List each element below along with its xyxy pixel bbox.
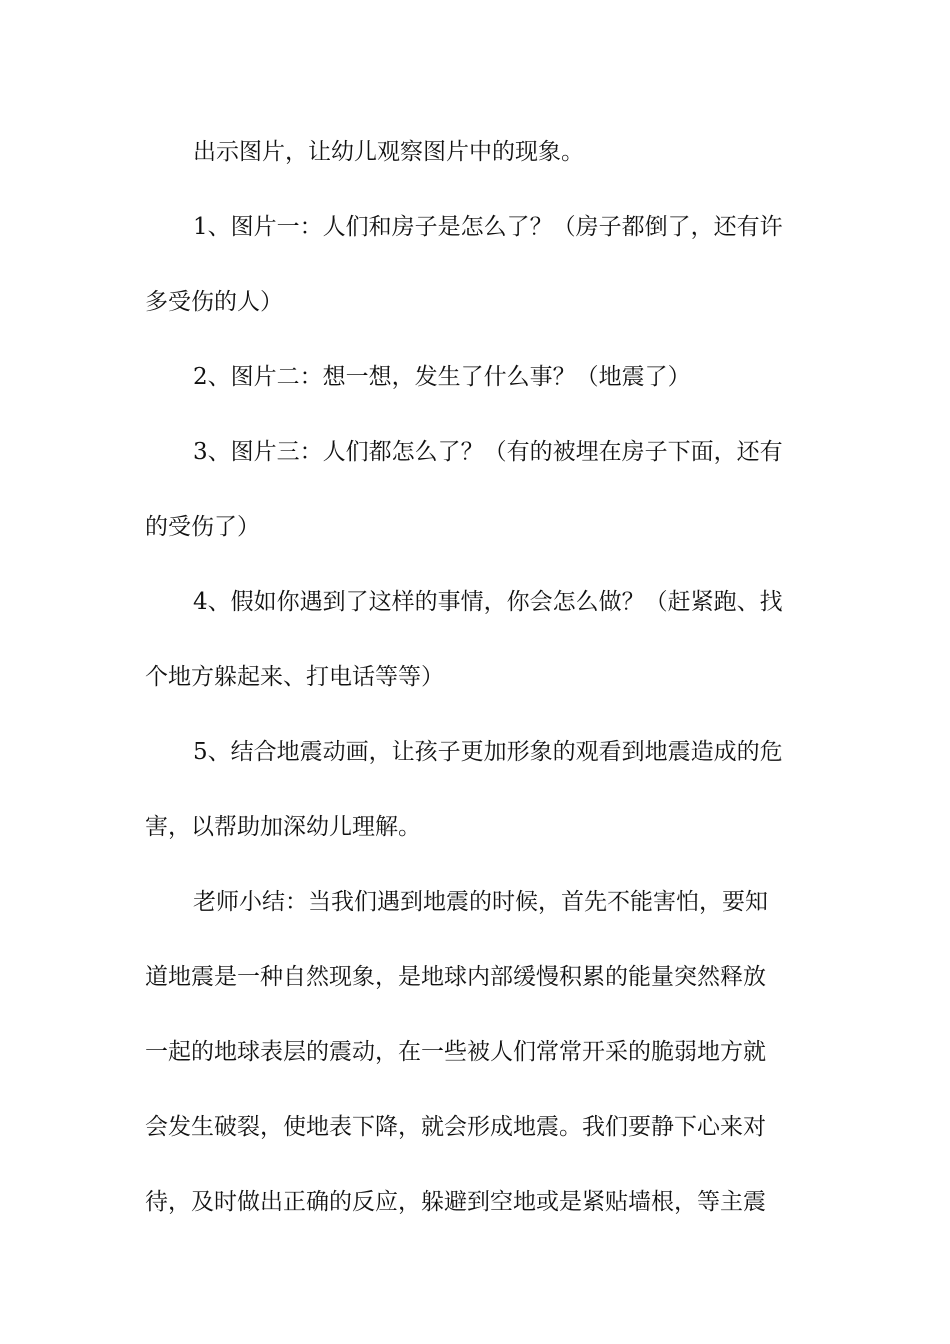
text-line: 的受伤了）: [145, 514, 260, 540]
document-body: [145, 115, 815, 1240]
paragraph-item-5: [145, 715, 815, 865]
paragraph-summary: [145, 865, 815, 1240]
paragraph-intro: [145, 115, 815, 190]
text-line: 一起的地球表层的震动，在一些被人们常常开采的脆弱地方就: [145, 1039, 766, 1065]
text-line: 出示图片，让幼儿观察图片中的现象。: [193, 139, 584, 165]
text-line: 5、结合地震动画，让孩子更加形象的观看到地震造成的危: [193, 739, 783, 765]
paragraph-item-3: [145, 415, 815, 565]
text-line: 1、图片一：人们和房子是怎么了？（房子都倒了，还有许: [193, 214, 783, 240]
text-line: 个地方躲起来、打电话等等）: [145, 664, 444, 690]
text-line: 多受伤的人）: [145, 289, 283, 315]
text-line: 老师小结：当我们遇到地震的时候，首先不能害怕，要知: [193, 889, 768, 915]
text-line: 害，以帮助加深幼儿理解。: [145, 814, 421, 840]
text-line: 3、图片三：人们都怎么了？（有的被埋在房子下面，还有: [193, 439, 783, 465]
paragraph-item-2: [145, 340, 815, 415]
paragraph-item-1: [145, 190, 815, 340]
text-line: 4、假如你遇到了这样的事情，你会怎么做？（赶紧跑、找: [193, 589, 783, 615]
text-line: 2、图片二：想一想，发生了什么事？（地震了）: [193, 364, 691, 390]
text-line: 会发生破裂，使地表下降，就会形成地震。我们要静下心来对: [145, 1114, 766, 1140]
paragraph-item-4: [145, 565, 815, 715]
text-line: 待，及时做出正确的反应，躲避到空地或是紧贴墙根，等主震: [145, 1189, 766, 1215]
text-line: 道地震是一种自然现象，是地球内部缓慢积累的能量突然释放: [145, 964, 766, 990]
